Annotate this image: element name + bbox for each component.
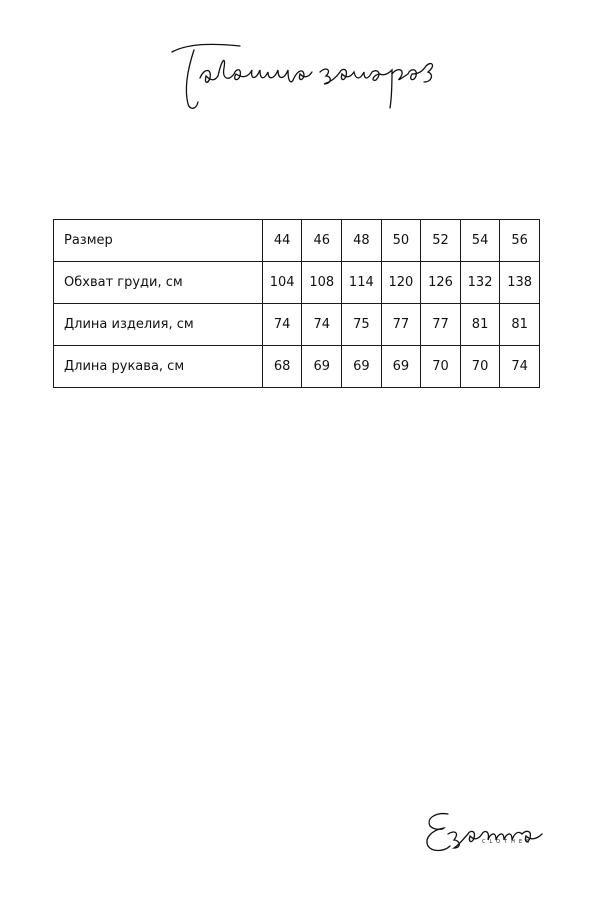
table-cell: 126: [421, 262, 461, 304]
table-row: [54, 346, 540, 388]
table-cell: 77: [421, 304, 461, 346]
title-script-graphic: [170, 38, 440, 118]
table-cell: 70: [460, 346, 500, 388]
size-table: [53, 219, 540, 388]
table-cell: 74: [262, 304, 302, 346]
brand-logo-script: [418, 808, 568, 868]
table-cell: 81: [460, 304, 500, 346]
table-cell: 81: [500, 304, 540, 346]
table-cell: 104: [262, 262, 302, 304]
table-cell: 74: [302, 304, 342, 346]
table-cell: 120: [381, 262, 421, 304]
table-row: [54, 262, 540, 304]
table-cell: 74: [500, 346, 540, 388]
table-cell: 46: [302, 220, 342, 262]
table-cell: 77: [381, 304, 421, 346]
brand-subtitle: CLOTHES: [482, 839, 534, 845]
row-label: Длина рукава, см: [54, 346, 263, 388]
table-cell: 70: [421, 346, 461, 388]
table-cell: 68: [262, 346, 302, 388]
table-cell: 75: [342, 304, 382, 346]
table-cell: 44: [262, 220, 302, 262]
table-cell: 69: [342, 346, 382, 388]
table-cell: 69: [302, 346, 342, 388]
table-row: [54, 220, 540, 262]
page-title: [170, 38, 440, 118]
table-cell: 108: [302, 262, 342, 304]
brand-logo: [418, 808, 568, 868]
table-cell: 132: [460, 262, 500, 304]
table-cell: 48: [342, 220, 382, 262]
table-cell: 114: [342, 262, 382, 304]
table-cell: 54: [460, 220, 500, 262]
table-row: [54, 304, 540, 346]
table-cell: 69: [381, 346, 421, 388]
table-cell: 52: [421, 220, 461, 262]
row-label: Размер: [54, 220, 263, 262]
table-cell: 56: [500, 220, 540, 262]
row-label: Обхват груди, см: [54, 262, 263, 304]
table-cell: 138: [500, 262, 540, 304]
table-cell: 50: [381, 220, 421, 262]
row-label: Длина изделия, см: [54, 304, 263, 346]
